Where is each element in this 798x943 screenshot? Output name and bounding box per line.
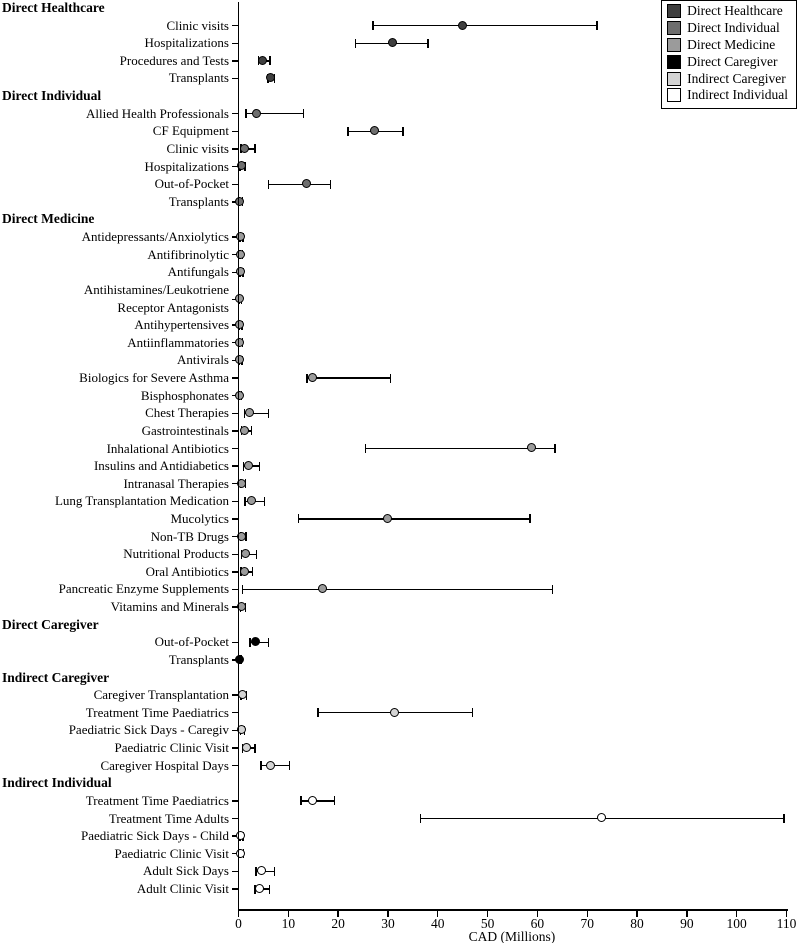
data-point-antihypertensives [235,320,244,329]
row-label-paediatric-clinic-visit: Paediatric Clinic Visit [114,845,229,861]
error-bar [301,800,335,801]
error-bar [268,184,330,185]
error-bar-cap-right [303,109,305,118]
data-point-allied-health-professionals [252,109,261,118]
row-label-caregiver-transplantation: Caregiver Transplantation [93,687,229,703]
row-label-transplants: Transplants [168,651,229,667]
row-label-cf-equipment: CF Equipment [152,123,229,139]
row-label-hospitalizations: Hospitalizations [144,158,229,174]
x-axis-tick-label: 30 [381,916,395,931]
row-label-transplants: Transplants [168,70,229,86]
row-label-inhalational-antibiotics: Inhalational Antibiotics [106,440,229,456]
data-point-clinic-visits [240,144,249,153]
data-point-inhalational-antibiotics [527,443,536,452]
x-axis-tick-label: 90 [680,916,694,931]
error-bar-cap-right [596,21,598,30]
row-label-bisphosphonates: Bisphosphonates [140,387,229,403]
legend-item-direct-healthcare [667,3,788,20]
row-label-intranasal-therapies: Intranasal Therapies [123,475,229,491]
x-axis-tick-label: 110 [776,916,797,931]
error-bar-cap-right [256,550,258,559]
x-axis-tick-label: 0 [235,916,242,931]
legend [661,0,797,109]
legend-swatch-indirect-caregiver [667,72,681,86]
data-point-biologics-for-severe-asthma [308,373,317,382]
data-point-caregiver-hospital-days [266,761,275,770]
x-axis-tick-label: 60 [530,916,545,931]
data-point-adult-sick-days [257,866,266,875]
error-bar-cap-right [390,374,392,383]
error-bar-cap-left [245,109,247,118]
error-bar-cap-right [268,638,270,647]
group-header-direct-caregiver: Direct Caregiver [2,616,99,632]
error-bar-cap-right [254,144,256,153]
error-bar [242,589,552,590]
x-axis-line [238,909,788,911]
error-bar-cap-left [372,21,374,30]
legend-item-indirect-caregiver [667,70,788,87]
row-label-gastrointestinals: Gastrointestinals [141,422,229,438]
error-bar-cap-right [264,497,266,506]
legend-item-label: Indirect Individual [687,87,788,103]
row-label-nutritional-products: Nutritional Products [123,546,229,562]
error-bar-cap-left [244,497,246,506]
row-label-clinic-visits: Clinic visits [166,140,229,156]
row-label-hospitalizations: Hospitalizations [144,35,229,51]
error-bar-cap-right [274,867,276,876]
error-bar-cap-right [472,708,474,717]
group-header-direct-healthcare: Direct Healthcare [2,0,105,15]
x-axis-tick-label: 40 [431,916,445,931]
error-bar-cap-right [529,514,531,523]
error-bar-cap-right [251,426,253,435]
row-label-oral-antibiotics: Oral Antibiotics [145,563,229,579]
row-label-insulins-and-antidiabetics: Insulins and Antidiabetics [93,458,229,474]
error-bar-cap-right [554,444,556,453]
row-label-chest-therapies: Chest Therapies [145,405,229,421]
legend-item-label: Direct Medicine [687,36,776,52]
y-axis-line [238,2,239,910]
legend-swatch-direct-individual [667,21,681,35]
error-bar-cap-left [347,127,349,136]
error-bar-cap-left [365,444,367,453]
legend-item-direct-caregiver [667,53,788,70]
row-label-procedures-and-tests: Procedures and Tests [119,52,229,68]
row-label-treatment-time-paediatrics: Treatment Time Paediatrics [85,792,229,808]
row-label-out-of-pocket: Out-of-Pocket [154,176,229,192]
error-bar-cap-right [334,796,336,805]
row-label-vitamins-and-minerals: Vitamins and Minerals [110,599,229,615]
error-bar-cap-left [268,180,270,189]
legend-item-direct-individual [667,20,788,37]
row-label-paediatric-sick-days-child: Paediatric Sick Days - Child [80,828,229,844]
legend-swatch-direct-medicine [667,38,681,52]
data-point-pancreatic-enzyme-supplements [318,584,327,593]
data-point-paediatric-clinic-visit [242,743,251,752]
data-point-nutritional-products [241,549,250,558]
data-point-treatment-time-adults [597,813,606,822]
error-bar-cap-left [260,761,262,770]
row-label-clinic-visits: Clinic visits [166,17,229,33]
row-label-out-of-pocket: Out-of-Pocket [154,634,229,650]
data-point-out-of-pocket [251,637,260,646]
row-label-paediatric-sick-days-caregiv: Paediatric Sick Days - Caregiv [68,722,229,738]
x-axis-tick-label: 100 [726,916,747,931]
error-bar-cap-left [242,585,244,594]
data-point-clinic-visits [458,21,467,30]
row-label-pancreatic-enzyme-supplements: Pancreatic Enzyme Supplements [58,581,229,597]
row-label-mucolytics: Mucolytics [170,510,229,526]
error-bar-cap-left [298,514,300,523]
row-label-caregiver-hospital-days: Caregiver Hospital Days [100,757,229,773]
row-label-antihypertensives: Antihypertensives [134,317,229,333]
error-bar-cap-right [268,409,270,418]
row-label-antifibrinolytic: Antifibrinolytic [147,246,229,262]
x-axis-tick-label: 80 [630,916,644,931]
error-bar-cap-right [427,39,429,48]
legend-item-label: Direct Caregiver [687,53,778,69]
row-label-treatment-time-paediatrics: Treatment Time Paediatrics [85,704,229,720]
legend-item-label: Indirect Caregiver [687,70,786,86]
data-point-treatment-time-paediatrics [390,708,399,717]
row-label-biologics-for-severe-asthma: Biologics for Severe Asthma [79,370,229,386]
row-label-non-tb-drugs: Non-TB Drugs [150,528,229,544]
error-bar-cap-left [355,39,357,48]
row-label-antiinflammatories: Antiinflammatories [127,334,229,350]
row-label-antifungals: Antifungals [167,264,229,280]
legend-item-direct-medicine [667,37,788,54]
error-bar-cap-right [783,814,785,823]
row-label-antihistamines-leukotriene: Antihistamines/Leukotriene [83,281,229,297]
x-axis-tick-label: 50 [480,916,495,931]
error-bar-cap-right [269,885,271,894]
data-point-bisphosphonates [235,391,244,400]
data-point-procedures-and-tests [258,56,267,65]
x-axis-tick-label: 10 [281,916,296,931]
group-header-indirect-caregiver: Indirect Caregiver [2,669,110,685]
error-bar-cap-right [252,567,254,576]
x-axis-tick-label: 20 [331,916,345,931]
error-bar-cap-right [259,462,261,471]
error-bar-cap-right [402,127,404,136]
data-point-receptor-antagonists [235,294,244,303]
data-point-insulins-and-antidiabetics [244,461,253,470]
error-bar-cap-right [330,180,332,189]
data-point-antivirals [235,355,244,364]
data-point-transplants [235,655,244,664]
row-label-receptor-antagonists: Receptor Antagonists [117,299,229,315]
legend-item-label: Direct Individual [687,20,780,36]
legend-item-label: Direct Healthcare [687,3,783,19]
legend-swatch-direct-caregiver [667,55,681,69]
error-bar-cap-right [269,56,271,65]
group-header-direct-individual: Direct Individual [2,88,102,104]
error-bar-cap-left [300,796,302,805]
group-header-direct-medicine: Direct Medicine [2,211,95,227]
data-point-lung-transplantation-medication [247,496,256,505]
data-point-adult-clinic-visit [255,884,264,893]
legend-item-indirect-individual [667,87,788,104]
data-point-oral-antibiotics [240,567,249,576]
data-point-out-of-pocket [302,179,311,188]
x-axis-title: CAD (Millions) [468,929,556,943]
error-bar-cap-left [317,708,319,717]
data-point-chest-therapies [245,408,254,417]
x-axis-tick-label: 70 [580,916,594,931]
error-bar-cap-left [420,814,422,823]
error-bar-cap-right [289,761,291,770]
data-point-treatment-time-paediatrics [308,796,317,805]
legend-swatch-indirect-individual [667,88,681,102]
row-label-adult-clinic-visit: Adult Clinic Visit [136,881,229,896]
data-point-mucolytics [383,514,392,523]
legend-swatch-direct-healthcare [667,4,681,18]
data-point-cf-equipment [370,126,379,135]
row-label-transplants: Transplants [168,193,229,209]
row-label-paediatric-clinic-visit: Paediatric Clinic Visit [114,740,229,756]
row-label-allied-health-professionals: Allied Health Professionals [86,105,229,121]
data-point-gastrointestinals [240,426,249,435]
row-label-lung-transplantation-medication: Lung Transplantation Medication [54,493,229,509]
error-bar [373,25,597,26]
row-label-antivirals: Antivirals [177,352,229,368]
error-bar [298,518,530,519]
data-point-hospitalizations [388,38,397,47]
row-label-antidepressants-anxiolytics: Antidepressants/Anxiolytics [81,229,229,245]
row-label-adult-sick-days: Adult Sick Days [143,863,229,879]
error-bar-cap-right [552,585,554,594]
error-bar [307,377,390,378]
row-label-treatment-time-adults: Treatment Time Adults [108,810,229,826]
group-header-indirect-individual: Indirect Individual [2,775,112,791]
error-bar-cap-right [254,744,256,753]
